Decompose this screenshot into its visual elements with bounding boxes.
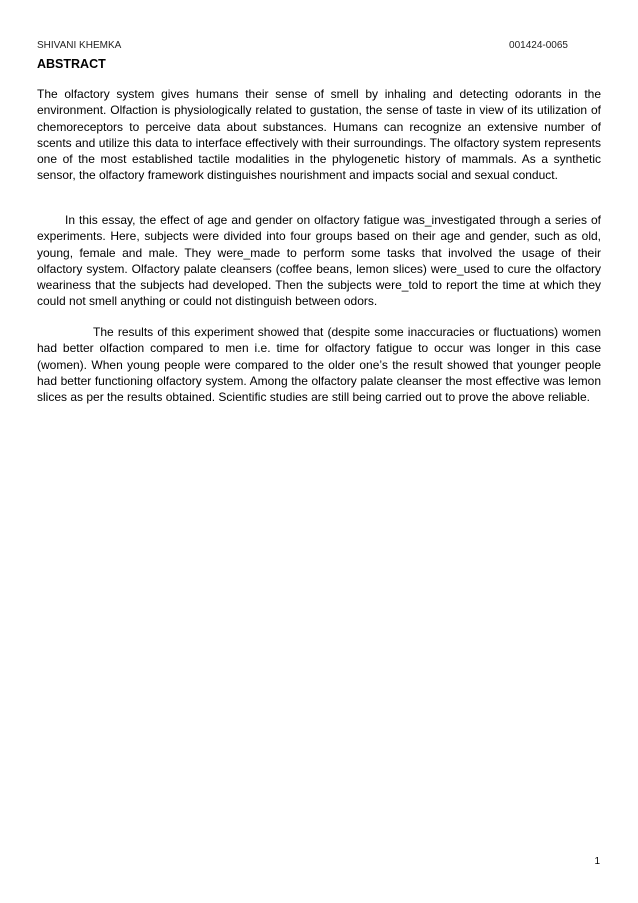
page-header [37,40,568,51]
student-id: 001424-0065 [509,40,568,51]
author-name: SHIVANI KHEMKA [37,40,122,51]
abstract-paragraph-1: The olfactory system gives humans their sense of smell by inhaling and detecting odorants in the environment. Olfaction is physiologically related to gustation, the sense of taste in view of its utilization of chemoreceptors to perceive data about substances. Humans can recognize an extensive number of scents and utilize this data to interface effectively with their surroundings. The olfactory system represents one of the most established tactile modalities in the phylogenetic history of mammals. As a synthetic sensor, the olfactory framework distinguishes nourishment and impacts social and sexual conduct. [37,87,601,183]
abstract-paragraph-3: The results of this experiment showed that (despite some inaccuracies or fluctuations) women had better olfaction compared to men i.e. time for olfactory fatigue to occur was longer in this case (women). When young people were compared to the older one’s the result showed that younger people had better functioning olfactory system. Among the olfactory palate cleanser the most effective was lemon slices as per the results obtained. Scientific studies are still being carried out to prove the above reliable. [37,325,601,405]
page-number: 1 [594,856,600,867]
abstract-paragraph-2: In this essay, the effect of age and gender on olfactory fatigue was_investigated through a series of experiments. Here, subjects were divided into four groups based on their age and gender, such as old, young, female and male. They were_made to perform some tasks that involved the usage of their olfactory system. Olfactory palate cleansers (coffee beans, lemon slices) were_used to cure the olfactory weariness that the subjects had developed. Then the subjects were_told to report the time at which they could not smell anything or could not distinguish between odors. [37,213,601,309]
section-heading: ABSTRACT [37,57,106,71]
